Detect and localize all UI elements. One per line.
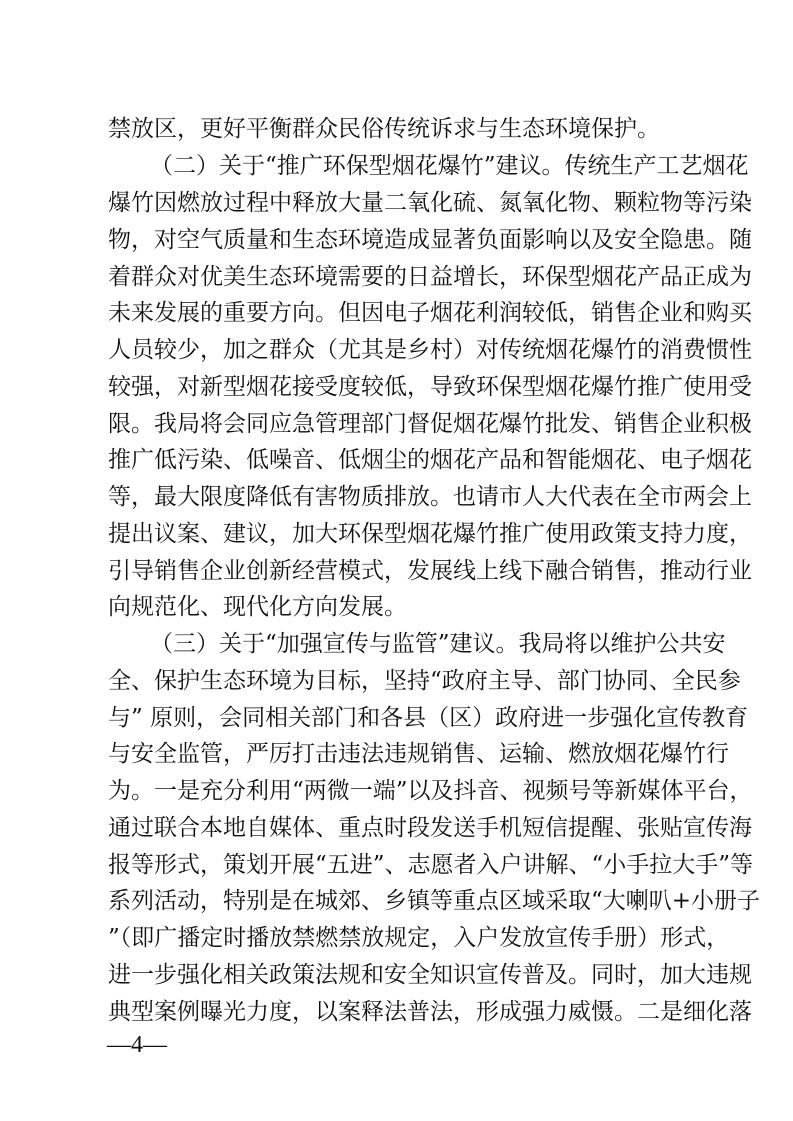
body-text-line: 未来发展的重要方向。但因电子烟花利润较低，销售企业和购买 [108, 300, 752, 326]
body-text-line: 着群众对优美生态环境需要的日益增长，环保型烟花产品正成为 [108, 264, 752, 290]
body-text-line: 进一步强化相关政策法规和安全知识宣传普及。同时，加大违规 [108, 962, 752, 988]
body-text-line: 报等形式，策划开展“五进”、志愿者入户讲解、“小手拉大手”等 [108, 852, 754, 878]
body-text-line: 人员较少，加之群众（尤其是乡村）对传统烟花爆竹的消费惯性 [108, 337, 752, 363]
body-text-line: 提出议案、建议，加大环保型烟花爆竹推广使用政策支持力度， [108, 521, 752, 547]
body-text-line: 禁放区，更好平衡群众民俗传统诉求与生态环境保护。 [108, 116, 660, 142]
body-text-line: ”（即广播定时播放禁燃禁放规定，入户发放宣传手册）形式， [108, 925, 730, 951]
body-text-line: 向规范化、现代化方向发展。 [108, 594, 407, 620]
page-number: —4— [107, 1032, 167, 1058]
section-heading-line: （三）关于“加强宣传与监管”建议。我局将以维护公共安 [150, 631, 726, 657]
body-text-line: 爆竹因燃放过程中释放大量二氧化硫、氮氧化物、颗粒物等污染 [108, 190, 752, 216]
body-text-line: 等，最大限度降低有害物质排放。也请市人大代表在全市两会上 [108, 484, 752, 510]
body-text-line: 典型案例曝光力度，以案释法普法，形成强力威慑。二是细化落 [108, 999, 752, 1025]
body-text-line: 较强，对新型烟花接受度较低，导致环保型烟花爆竹推广使用受 [108, 374, 752, 400]
body-text-line: 系列活动，特别是在城郊、乡镇等重点区域采取“大喇叭+小册子 [108, 888, 761, 914]
body-text-line: 限。我局将会同应急管理部门督促烟花爆竹批发、销售企业积极 [108, 411, 752, 437]
body-text-line: 引导销售企业创新经营模式，发展线上线下融合销售，推动行业 [108, 558, 752, 584]
body-text-line: 推广低污染、低噪音、低烟尘的烟花产品和智能烟花、电子烟花 [108, 447, 752, 473]
body-text-line: 物，对空气质量和生态环境造成显著负面影响以及安全隐患。随 [108, 227, 752, 253]
body-text-line: 全、保护生态环境为目标，坚持“政府主导、部门协同、全民参 [108, 668, 741, 694]
body-text-line: 通过联合本地自媒体、重点时段发送手机短信提醒、张贴宣传海 [108, 815, 752, 841]
section-heading-line: （二）关于“推广环保型烟花爆竹”建议。传统生产工艺烟花 [150, 153, 749, 179]
body-text-line: 为。一是充分利用“两微一端”以及抖音、视频号等新媒体平台， [108, 778, 753, 804]
body-text-line: 与” 原则，会同相关部门和各县（区）政府进一步强化宣传教育 [108, 705, 749, 731]
body-text-line: 与安全监管，严厉打击违法违规销售、运输、燃放烟花爆竹行 [108, 741, 729, 767]
